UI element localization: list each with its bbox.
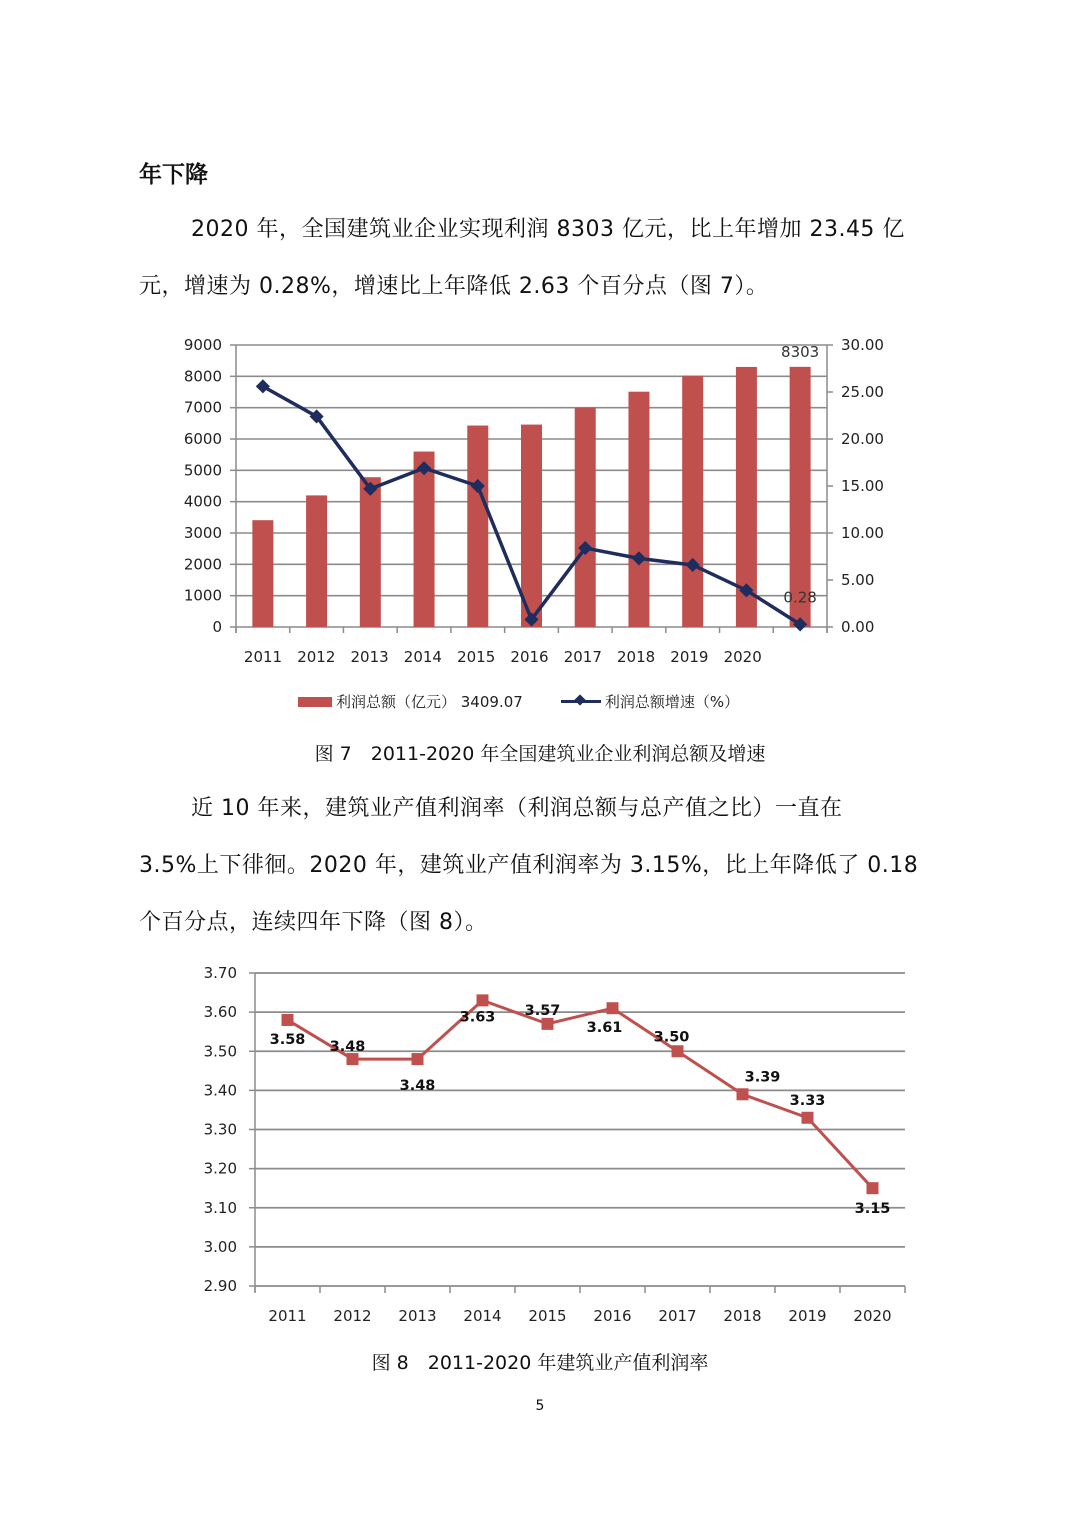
data-label: 3.15: [854, 1201, 891, 1218]
paragraph-line: 元，增速为 0.28%，增速比上年降低 2.63 个百分点（图 7）。: [139, 274, 769, 299]
y-right-tick-label: 20.00: [841, 430, 884, 448]
x-tick-label: 2015: [457, 648, 496, 666]
data-label: 3.39: [744, 1069, 781, 1086]
x-tick-label: 2017: [658, 1307, 697, 1325]
data-label: 3.48: [329, 1039, 366, 1056]
x-tick-label: 2014: [463, 1307, 502, 1325]
paragraph-line: 3.5%上下徘徊。2020 年，建筑业产值利润率为 3.15%，比上年降低了 0.18: [139, 853, 919, 878]
y-left-tick-label: 1000: [183, 586, 222, 605]
y-tick-label: 3.60: [203, 1003, 237, 1022]
x-tick-label: 2016: [593, 1307, 632, 1325]
square-marker: [607, 1002, 619, 1014]
x-tick-label: 2020: [853, 1307, 892, 1325]
x-tick-label: 2019: [788, 1307, 827, 1325]
x-tick-label: 2017: [563, 648, 602, 666]
y-right-tick-label: 5.00: [841, 571, 875, 589]
x-tick-label: 2019: [670, 648, 709, 666]
square-marker: [672, 1045, 684, 1057]
section-heading: 年下降: [139, 162, 208, 188]
paragraph-line: 个百分点，连续四年下降（图 8）。: [139, 910, 488, 935]
square-marker: [282, 1014, 294, 1026]
x-tick-label: 2018: [723, 1307, 762, 1325]
y-left-tick-label: 9000: [183, 336, 222, 354]
data-label: 0.28: [783, 588, 817, 607]
y-right-tick-label: 0.00: [841, 618, 875, 636]
x-tick-label: 2011: [268, 1307, 307, 1325]
x-tick-label: 2015: [528, 1307, 567, 1325]
y-left-tick-label: 8000: [183, 367, 222, 386]
data-label: 3.33: [789, 1092, 826, 1109]
y-left-tick-label: 5000: [183, 461, 222, 480]
square-marker: [542, 1018, 554, 1030]
x-tick-label: 2013: [398, 1307, 437, 1325]
page-number: 5: [535, 1398, 545, 1414]
data-label: 3.63: [459, 1009, 496, 1026]
figure7-caption: 图 7 2011-2020 年全国建筑业企业利润总额及增速: [314, 743, 766, 765]
x-tick-label: 2018: [617, 648, 656, 666]
paragraph-line: 近 10 年来，建筑业产值利润率（利润总额与总产值之比）一直在: [191, 796, 843, 821]
y-tick-label: 3.50: [203, 1042, 237, 1061]
data-label: 3.57: [524, 1002, 561, 1019]
data-label: 3.48: [399, 1078, 436, 1095]
y-left-tick-label: 2000: [183, 555, 222, 574]
square-marker: [737, 1088, 749, 1100]
y-tick-label: 3.70: [203, 964, 237, 982]
y-left-tick-label: 4000: [183, 492, 222, 511]
y-right-tick-label: 25.00: [841, 383, 884, 401]
x-tick-label: 2014: [403, 648, 442, 666]
square-marker: [867, 1182, 879, 1194]
y-left-tick-label: 7000: [183, 398, 222, 417]
y-left-tick-label: 6000: [183, 430, 222, 448]
x-tick-label: 2012: [333, 1307, 372, 1325]
y-tick-label: 3.30: [203, 1120, 237, 1139]
data-label: 3.58: [269, 1031, 306, 1048]
y-tick-label: 3.20: [203, 1159, 237, 1178]
x-tick-label: 2013: [350, 648, 389, 666]
y-tick-label: 3.40: [203, 1081, 237, 1100]
data-label: 8303: [781, 342, 820, 361]
y-tick-label: 2.90: [203, 1277, 237, 1295]
y-tick-label: 3.00: [203, 1237, 237, 1256]
y-left-tick-label: 0: [212, 618, 222, 636]
data-label: 3.50: [653, 1029, 690, 1046]
x-tick-label: 2011: [243, 648, 283, 666]
legend-bar-label: 利润总额（亿元） 3409.07: [336, 693, 523, 711]
paragraph-line: 2020 年，全国建筑业企业实现利润 8303 亿元，比上年增加 23.45 亿: [191, 217, 905, 242]
square-marker: [802, 1112, 814, 1124]
legend-line-label: 利润总额增速（%）: [604, 693, 740, 711]
y-right-tick-label: 10.00: [841, 524, 884, 542]
x-tick-label: 2012: [297, 648, 336, 666]
y-right-tick-label: 15.00: [841, 477, 884, 495]
y-tick-label: 3.10: [203, 1198, 237, 1217]
data-label: 3.61: [586, 1020, 623, 1037]
x-tick-label: 2016: [510, 648, 549, 666]
x-tick-label: 2020: [723, 648, 762, 666]
y-right-tick-label: 30.00: [841, 336, 884, 354]
square-marker: [477, 994, 489, 1006]
profit-rate-line: [288, 1000, 873, 1188]
square-marker: [412, 1053, 424, 1065]
figure8-caption: 图 8 2011-2020 年建筑业产值利润率: [371, 1352, 709, 1374]
y-left-tick-label: 3000: [183, 524, 222, 542]
